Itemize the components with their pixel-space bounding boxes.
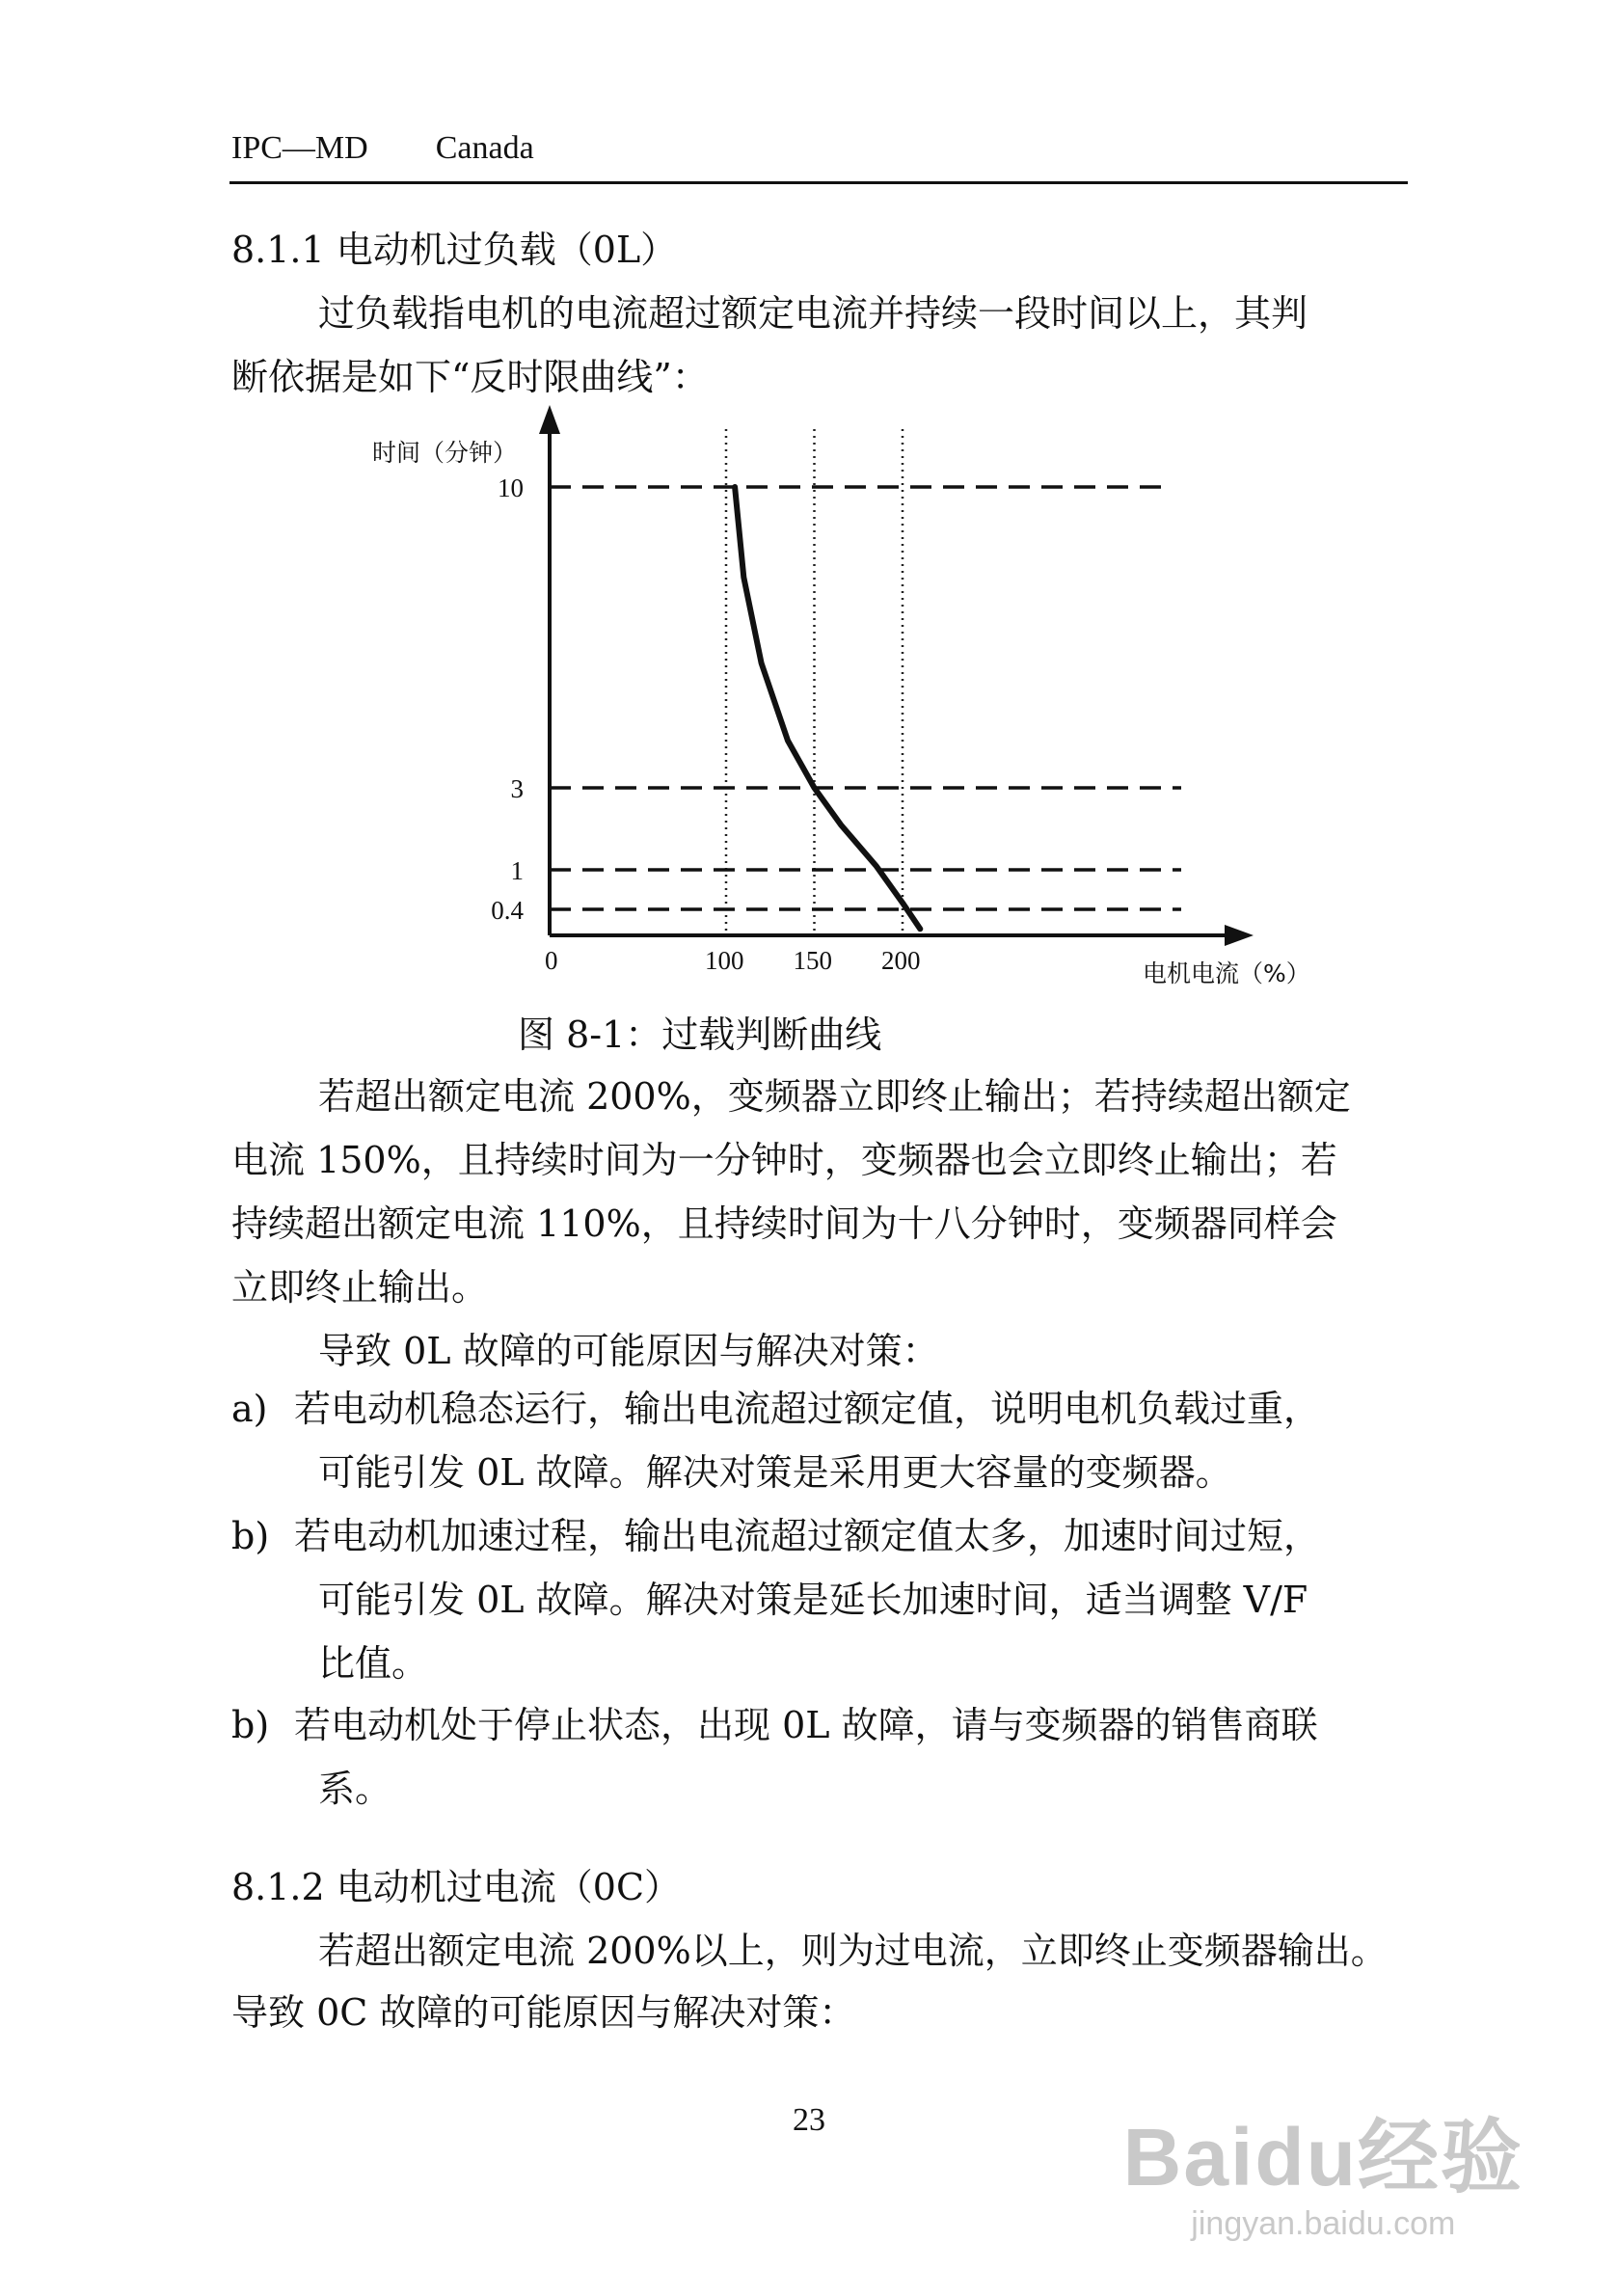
y-axis-arrow <box>539 405 560 434</box>
figure-caption: 图 8-1：过载判断曲线 <box>518 1013 882 1056</box>
chart-reference-lines <box>550 429 1181 935</box>
section2-line2: 导致 0C 故障的可能原因与解决对策： <box>231 1991 856 2034</box>
item-b2-label: b) <box>231 1704 270 1746</box>
intro-line-1: 过负载指电机的电流超过额定电流并持续一段时间以上，其判 <box>318 292 1308 335</box>
item-b1-line1: 若电动机加速过程，输出电流超过额定值太多，加速时间过短， <box>294 1515 1321 1557</box>
item-a-label: a) <box>231 1388 268 1430</box>
y-tick-0_4: 0.4 <box>491 896 524 925</box>
item-a-line2: 可能引发 0L 故障。解决对策是采用更大容量的变频器。 <box>318 1451 1232 1494</box>
x-tick-200: 200 <box>881 946 921 975</box>
section2-line1: 若超出额定电流 200%以上，则为过电流，立即终止变频器输出。 <box>318 1930 1388 1972</box>
watermark-logo: Baidu经验 <box>1122 2112 1524 2202</box>
y-tick-1: 1 <box>510 856 524 885</box>
watermark-url: jingyan.baidu.com <box>1191 2205 1456 2242</box>
para1-line1: 若超出额定电流 200%，变频器立即终止输出；若持续超出额定 <box>318 1075 1351 1118</box>
x-tick-150: 150 <box>793 946 832 975</box>
para1-line3: 持续超出额定电流 110%，且持续时间为十八分钟时，变频器同样会 <box>231 1202 1337 1245</box>
item-b2-line2: 系。 <box>318 1768 392 1810</box>
page-number: 23 <box>793 2102 825 2138</box>
section-heading-812: 8.1.2 电动机过电流（0C） <box>231 1866 682 1908</box>
item-b2-line1: 若电动机处于停止状态，出现 0L 故障，请与变频器的销售商联 <box>294 1704 1318 1746</box>
overload-chart <box>0 0 1618 1061</box>
chart-curve-group <box>735 487 920 929</box>
header-right: Canada <box>435 130 534 166</box>
x-axis-arrow <box>1225 925 1254 946</box>
y-axis-title: 时间（分钟） <box>372 439 518 467</box>
chart-labels <box>372 439 1310 987</box>
item-b1-label: b) <box>231 1515 270 1557</box>
item-a-line1: 若电动机稳态运行，输出电流超过额定值，说明电机负载过重， <box>294 1388 1321 1430</box>
item-b1-line2: 可能引发 0L 故障。解决对策是延长加速时间，适当调整 V/F <box>318 1579 1308 1621</box>
inverse-time-curve <box>735 487 920 929</box>
y-tick-3: 3 <box>510 774 524 803</box>
x-axis-title: 电机电流（%） <box>1143 959 1310 987</box>
x-tick-100: 100 <box>705 946 744 975</box>
header-left: IPC—MD <box>231 130 368 166</box>
causes-intro: 导致 0L 故障的可能原因与解决对策： <box>318 1330 939 1372</box>
para1-line4: 立即终止输出。 <box>231 1266 489 1309</box>
x-tick-0: 0 <box>545 946 558 975</box>
y-tick-10: 10 <box>498 473 524 502</box>
item-b1-line3: 比值。 <box>318 1642 429 1685</box>
intro-line-2: 断依据是如下“反时限曲线”： <box>231 356 709 398</box>
section-heading-811: 8.1.1 电动机过负载（0L） <box>231 229 678 271</box>
para1-line2: 电流 150%，且持续时间为一分钟时，变频器也会立即终止输出；若 <box>231 1139 1337 1181</box>
baidu-watermark <box>1123 2093 1524 2243</box>
